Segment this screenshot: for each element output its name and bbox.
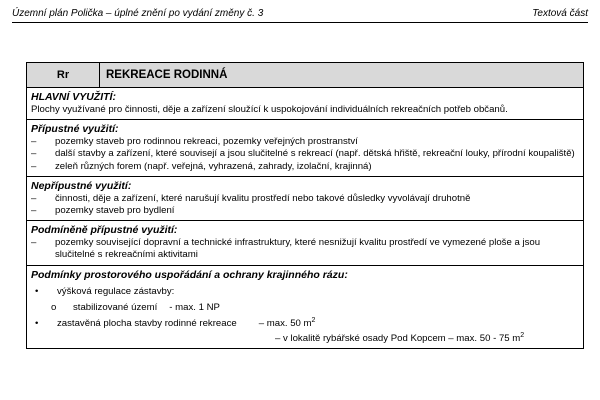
allowed-use-section [27, 120, 583, 177]
regulation-table [26, 62, 584, 349]
forbidden-use-section [27, 177, 583, 221]
list-item [31, 286, 577, 298]
spatial-conditions-section [27, 266, 583, 349]
header-section-label: Textová část [532, 8, 588, 19]
built-area-value [259, 318, 316, 330]
allowed-use-heading: Přípustné využití: [31, 123, 119, 136]
unit-exponent: 2 [311, 317, 316, 325]
main-use-text: Plochy využívané pro činnosti, děje a zařízení sloužící k uspokojování individuálních rekreačních potřeb občanů. [31, 104, 508, 115]
bullet-icon: • [35, 318, 39, 330]
list-item-text: pozemky staveb pro rodinnou rekreaci, pozemky veřejných prostranství [55, 136, 358, 148]
list-item [31, 318, 577, 330]
dash-marker: – [31, 205, 37, 217]
bullet-icon: • [35, 285, 39, 297]
built-area-label: zastavěná plocha stavby rodinné rekreace [57, 318, 237, 330]
list-item-text: zeleň různých forem (např. veřejná, vyhrazená, zahrady, izolační, krajinná) [55, 160, 372, 172]
built-area-extra-text: – v lokalitě rybářské osady Pod Kopcem – max. 50 - 75 m [275, 332, 521, 344]
forbidden-use-heading: Nepřípustné využití: [31, 179, 132, 192]
dash-marker: – [31, 237, 37, 249]
dash-marker: – [31, 136, 37, 148]
spatial-conditions-heading: Podmínky prostorového uspořádání a ochrany krajinného rázu: [31, 268, 348, 281]
height-sub-value: - max. 1 NP [169, 302, 220, 314]
built-area-value-text: – max. 50 m [258, 318, 312, 330]
area-code: Rr [27, 63, 100, 87]
list-item [31, 148, 577, 160]
conditional-use-section [27, 221, 583, 265]
circle-bullet-icon: o [51, 302, 57, 314]
dash-marker: – [31, 148, 37, 160]
list-item [31, 136, 577, 148]
conditional-use-heading: Podmíněně přípustné využití: [31, 224, 178, 237]
main-use-heading: HLAVNÍ VYUŽITÍ: [31, 91, 116, 103]
area-title: REKREACE RODINNÁ [106, 69, 228, 81]
dash-marker: – [31, 160, 37, 172]
height-sub-label: stabilizované území [73, 302, 158, 314]
list-item [31, 205, 577, 217]
list-item-text: pozemky staveb pro bydlení [55, 205, 175, 217]
list-item [31, 237, 577, 261]
header-document-title: Územní plán Polička – úplné znění po vydání změny č. 3 [12, 8, 264, 19]
document-header [12, 6, 588, 23]
dash-marker: – [31, 192, 37, 204]
list-item [31, 193, 577, 205]
height-regulation-label: výšková regulace zástavby: [57, 285, 175, 297]
unit-exponent: 2 [520, 331, 525, 339]
built-area-extra [31, 333, 577, 345]
list-item-text: další stavby a zařízení, které souvisejí a jsou slučitelné s rekreací (např. dětská hřiště, rekreační louky, přírodní koupaliště) [55, 148, 575, 160]
main-use-section [27, 88, 583, 120]
list-item [31, 302, 577, 314]
list-item-text: činnosti, děje a zařízení, které narušují kvalitu prostředí nebo takové důsledky vyvolávají druhotně [55, 192, 471, 204]
list-item-text: pozemky související dopravní a technické infrastruktury, které nesnižují kvalitu prostředí ve vymezené ploše a jsou slučitelné s rekreačními aktivitami [55, 237, 541, 261]
list-item [31, 161, 577, 173]
table-title-row [27, 63, 583, 88]
